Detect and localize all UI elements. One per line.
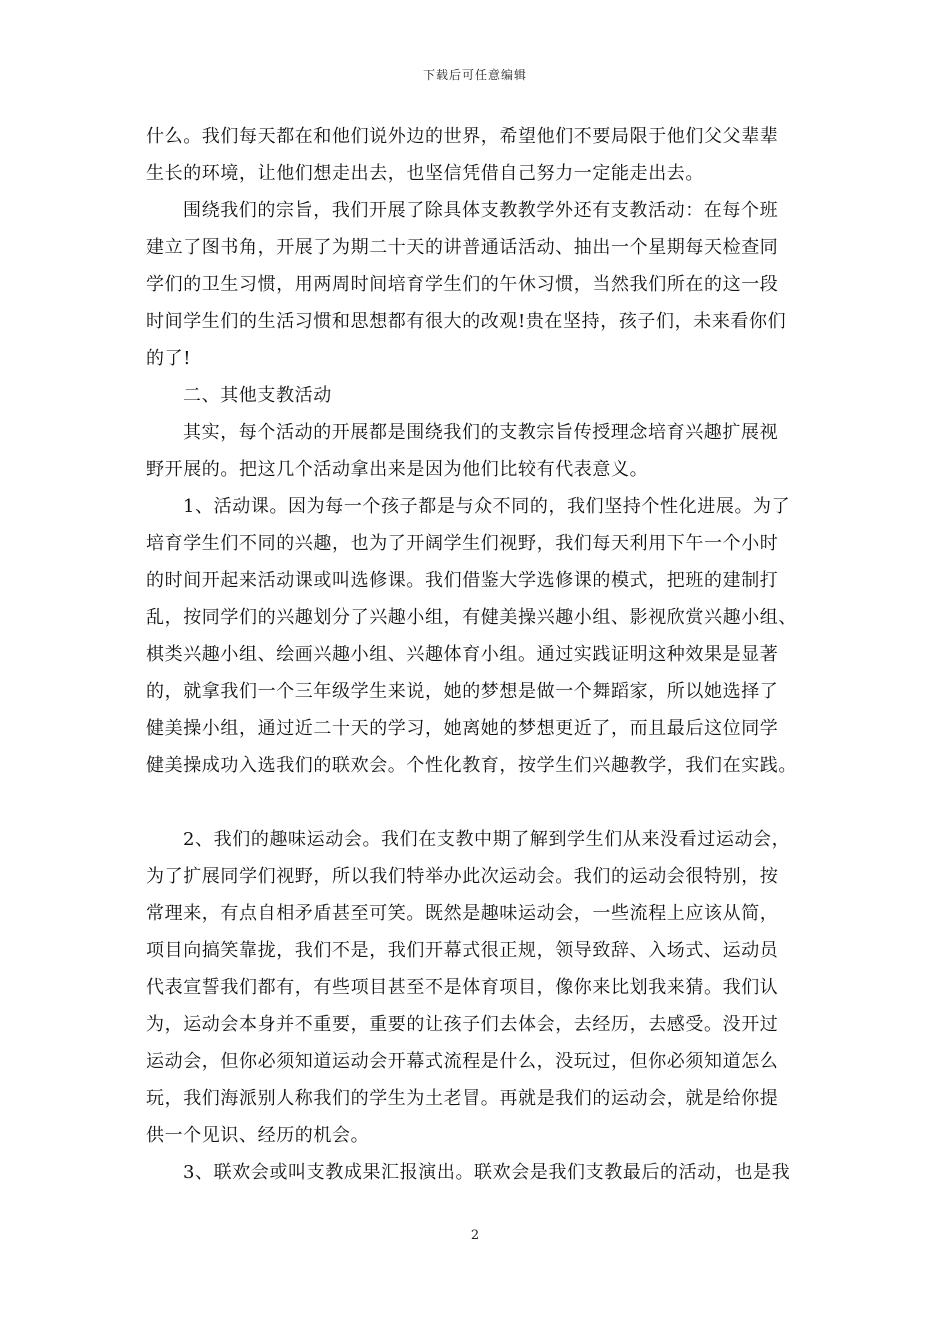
paragraph-start: 2、我们的趣味运动会。我们在支教中期了解到学生们从来没看过运动会， xyxy=(183,829,791,850)
section-heading: 二、其他支教活动 xyxy=(183,385,332,406)
paragraph-start: 围绕我们的宗旨，我们开展了除具体支教教学外还有支教活动：在每个班 xyxy=(183,200,779,221)
page-number: 2 xyxy=(470,1228,480,1243)
paragraph-gap xyxy=(146,784,826,821)
text-line: 为了扩展同学们视野，所以我们特举办此次运动会。我们的运动会很特别，按 xyxy=(146,866,779,887)
text-line: 为，运动会本身并不重要，重要的让孩子们去体会，去经历，去感受。没开过 xyxy=(146,1014,779,1035)
text-line: 代表宣誓我们都有，有些项目甚至不是体育项目，像你来比划我来猜。我们认 xyxy=(146,977,779,998)
text-line: 什么。我们每天都在和他们说外边的世界，希望他们不要局限于他们父父辈辈 xyxy=(146,126,779,147)
text-line: 运动会，但你必须知道运动会开幕式流程是什么，没玩过，但你必须知道怎么 xyxy=(146,1051,779,1072)
text-line: 学们的卫生习惯，用两周时间培育学生们的午休习惯，当然我们所在的这一段 xyxy=(146,274,779,295)
page-header: 下载后可任意编辑 xyxy=(422,68,527,82)
text-line: 常理来，有点自相矛盾甚至可笑。既然是趣味运动会，一些流程上应该从简， xyxy=(146,903,779,924)
text-line: 的了! xyxy=(146,348,192,369)
text-line: 时间学生们的生活习惯和思想都有很大的改观!贵在坚持，孩子们，未来看你们 xyxy=(146,311,787,332)
text-line: 玩，我们海派别人称我们的学生为土老冒。再就是我们的运动会，就是给你提 xyxy=(146,1088,779,1109)
text-line: 培育学生们不同的兴趣，也为了开阔学生们视野，我们每天利用下午一个小时 xyxy=(146,533,779,554)
text-line: 建立了图书角，开展了为期二十天的讲普通话活动、抽出一个星期每天检查同 xyxy=(146,237,779,258)
paragraph-start: 3、联欢会或叫支教成果汇报演出。联欢会是我们支教最后的活动，也是我 xyxy=(183,1162,791,1183)
text-line: 的时间开起来活动课或叫选修课。我们借鉴大学选修课的模式，把班的建制打 xyxy=(146,570,779,591)
text-line: 健美操成功入选我们的联欢会。个性化教育，按学生们兴趣教学，我们在实践。 xyxy=(146,755,797,776)
text-line: 健美操小组，通过近二十天的学习，她离她的梦想更近了，而且最后这位同学 xyxy=(146,718,779,739)
text-line: 野开展的。把这几个活动拿出来是因为他们比较有代表意义。 xyxy=(146,459,649,480)
text-line: 的，就拿我们一个三年级学生来说，她的梦想是做一个舞蹈家，所以她选择了 xyxy=(146,681,779,702)
paragraph-start: 1、活动课。因为每一个孩子都是与众不同的，我们坚持个性化进展。为了 xyxy=(183,496,791,517)
text-line: 棋类兴趣小组、绘画兴趣小组、兴趣体育小组。通过实践证明这种效果是显著 xyxy=(146,644,779,665)
text-line: 供一个见识、经历的机会。 xyxy=(146,1125,370,1146)
paragraph-start: 其实，每个活动的开展都是围绕我们的支教宗旨传授理念培育兴趣扩展视 xyxy=(183,422,779,443)
text-line: 项目向搞笑靠拢，我们不是，我们开幕式很正规，领导致辞、入场式、运动员 xyxy=(146,940,779,961)
document-body xyxy=(146,118,826,1191)
text-line: 乱，按同学们的兴趣划分了兴趣小组，有健美操兴趣小组、影视欣赏兴趣小组、 xyxy=(146,607,797,628)
text-line: 生长的环境，让他们想走出去，也坚信凭借自己努力一定能走出去。 xyxy=(146,163,704,184)
